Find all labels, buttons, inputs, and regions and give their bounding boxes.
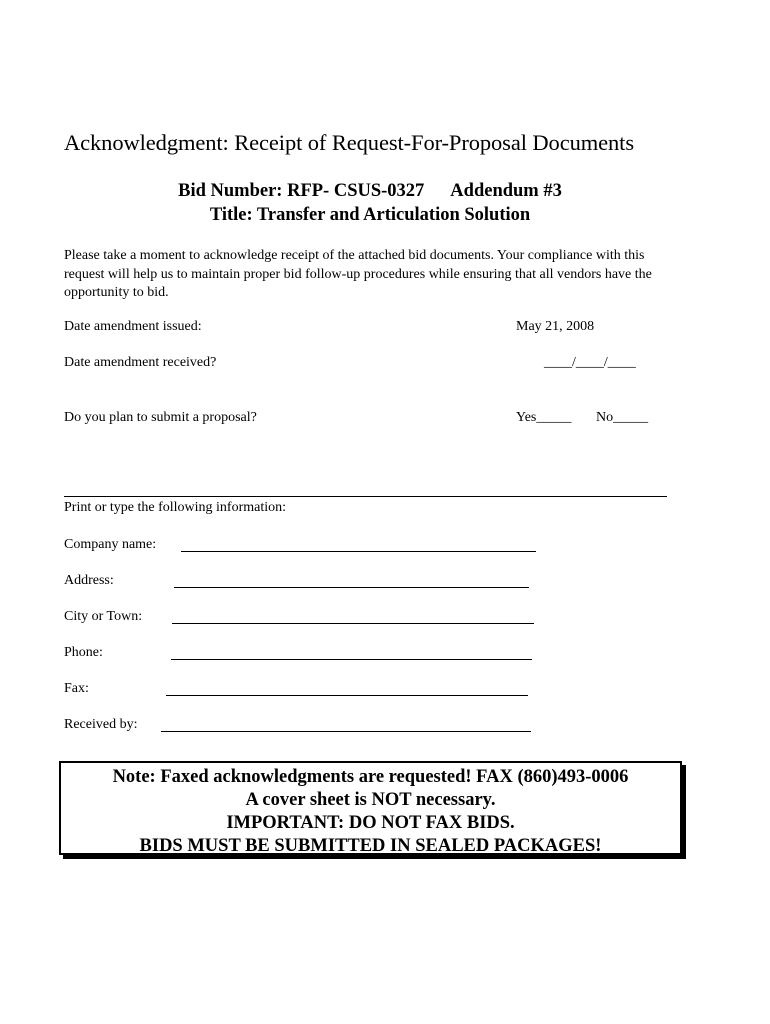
- proposal-no-field[interactable]: No_____: [596, 410, 649, 425]
- note-line-4: BIDS MUST BE SUBMITTED IN SEALED PACKAGES!: [139, 836, 602, 856]
- bid-number-line: [0, 181, 740, 202]
- company-name-label: Company name:: [64, 537, 157, 552]
- info-heading: Print or type the following information:: [64, 500, 287, 515]
- fax-field[interactable]: [166, 695, 528, 696]
- received-by-label: Received by:: [64, 717, 138, 732]
- date-issued-label: Date amendment issued:: [64, 319, 202, 334]
- intro-paragraph: Please take a moment to acknowledge receipt of the attached bid documents. Your compliance with this request will help us to maintain proper bid follow-up procedures while ensuring that all vendors have the opportunity to bid.: [64, 248, 652, 300]
- address-label: Address:: [64, 573, 114, 588]
- company-name-field[interactable]: [181, 551, 536, 552]
- bid-number: Bid Number: RFP- CSUS-0327: [178, 181, 425, 201]
- proposal-yes-field[interactable]: Yes_____: [516, 410, 572, 425]
- bid-title: Title: Transfer and Articulation Solution: [209, 205, 531, 225]
- date-received-label: Date amendment received?: [64, 355, 217, 370]
- note-line-3: IMPORTANT: DO NOT FAX BIDS.: [226, 813, 515, 833]
- proposal-question: Do you plan to submit a proposal?: [64, 410, 257, 425]
- date-issued-value: May 21, 2008: [516, 319, 595, 334]
- fax-label: Fax:: [64, 681, 89, 696]
- note-line-1: Note: Faxed acknowledgments are requested! FAX (860)493-0006: [112, 767, 629, 787]
- date-received-field[interactable]: ____/____/____: [544, 355, 636, 370]
- page-title: Acknowledgment: Receipt of Request-For-Proposal Documents: [64, 130, 634, 155]
- fax-note-box: [59, 761, 682, 855]
- section-divider: [64, 496, 667, 497]
- address-field[interactable]: [174, 587, 529, 588]
- city-field[interactable]: [172, 623, 534, 624]
- city-label: City or Town:: [64, 609, 143, 624]
- phone-field[interactable]: [171, 659, 532, 660]
- note-line-2: A cover sheet is NOT necessary.: [245, 790, 496, 810]
- received-by-field[interactable]: [161, 731, 531, 732]
- addendum-number: Addendum #3: [450, 181, 562, 201]
- phone-label: Phone:: [64, 645, 103, 660]
